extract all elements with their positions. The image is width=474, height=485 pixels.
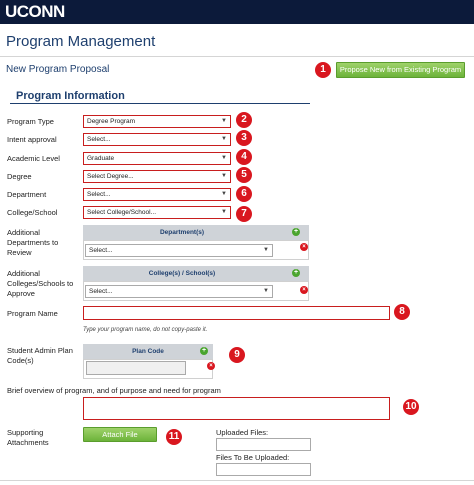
- overview-textarea[interactable]: [83, 397, 390, 420]
- remove-plan-code-icon[interactable]: ×: [207, 362, 215, 370]
- callout-badge-2: 2: [236, 112, 252, 128]
- degree-select[interactable]: [83, 170, 231, 183]
- additional-colleges-label: Additional Colleges/Schools to Approve: [7, 269, 74, 298]
- chevron-down-icon: ▼: [221, 155, 227, 161]
- program-type-label: Program Type: [7, 117, 54, 126]
- attachments-label: Supporting Attachments: [7, 428, 49, 447]
- callout-badge-1: 1: [315, 62, 331, 78]
- degree-label: Degree: [7, 172, 32, 181]
- files-to-upload-box: [216, 463, 311, 476]
- callout-badge-4: 4: [236, 149, 252, 165]
- chevron-down-icon: ▼: [221, 173, 227, 179]
- section-divider: [10, 103, 310, 104]
- callout-badge-11: 11: [166, 429, 182, 445]
- college-select[interactable]: [83, 206, 231, 219]
- files-to-upload-label: Files To Be Uploaded:: [216, 453, 290, 462]
- remove-college-icon[interactable]: ×: [300, 286, 308, 294]
- section-title: Program Information: [16, 90, 125, 102]
- chevron-down-icon: ▼: [263, 247, 269, 253]
- add-department-icon[interactable]: +: [293, 228, 299, 235]
- add-college-icon[interactable]: +: [293, 269, 299, 276]
- intent-approval-value: Select...: [87, 136, 111, 143]
- plan-code-header: Plan Code: [83, 344, 213, 359]
- uploaded-files-box: [216, 438, 311, 451]
- program-name-input[interactable]: [83, 306, 390, 320]
- departments-table-header: Department(s): [83, 225, 281, 240]
- department-select[interactable]: [83, 188, 231, 201]
- callout-badge-6: 6: [236, 186, 252, 202]
- additional-college-select[interactable]: Select... ▼: [85, 285, 273, 298]
- page-title: Program Management: [6, 33, 156, 50]
- chevron-down-icon: ▼: [221, 191, 227, 197]
- top-bar: [0, 0, 474, 24]
- overview-label: Brief overview of program, and of purpose and need for program: [7, 386, 221, 395]
- academic-level-label: Academic Level: [7, 154, 60, 163]
- page-subtitle: New Program Proposal: [6, 64, 110, 75]
- program-type-select[interactable]: [83, 115, 231, 128]
- bottom-divider: [0, 480, 474, 481]
- chevron-down-icon: ▼: [221, 118, 227, 124]
- program-name-label: Program Name: [7, 309, 58, 318]
- plan-code-input[interactable]: [86, 361, 186, 375]
- departments-add-cell: [281, 225, 309, 240]
- remove-department-icon[interactable]: ×: [300, 243, 308, 251]
- callout-badge-9: 9: [229, 347, 245, 363]
- program-name-hint: Type your program name, do not copy-paste it.: [83, 327, 208, 333]
- academic-level-select[interactable]: [83, 152, 231, 165]
- callout-badge-3: 3: [236, 130, 252, 146]
- propose-from-existing-button[interactable]: Propose New from Existing Program: [336, 62, 465, 78]
- college-label: College/School: [7, 208, 58, 217]
- plan-code-label: Student Admin Plan Code(s): [7, 346, 73, 365]
- callout-badge-8: 8: [394, 304, 410, 320]
- attach-file-button[interactable]: Attach File: [83, 427, 157, 442]
- degree-value: Select Degree...: [87, 173, 134, 180]
- intent-approval-label: Intent approval: [7, 135, 57, 144]
- department-value: Select...: [87, 191, 111, 198]
- chevron-down-icon: ▼: [221, 209, 227, 215]
- additional-departments-label: Additional Departments to Review: [7, 228, 59, 257]
- divider: [0, 56, 474, 57]
- intent-approval-select[interactable]: [83, 133, 231, 146]
- uconn-logo: UCONN: [5, 2, 65, 21]
- add-plan-code-icon[interactable]: +: [201, 347, 207, 354]
- callout-badge-10: 10: [403, 399, 419, 415]
- chevron-down-icon: ▼: [221, 136, 227, 142]
- callout-badge-7: 7: [236, 206, 252, 222]
- callout-badge-5: 5: [236, 167, 252, 183]
- uploaded-files-label: Uploaded Files:: [216, 428, 269, 437]
- additional-department-select[interactable]: Select... ▼: [85, 244, 273, 257]
- colleges-add-cell: [281, 266, 309, 281]
- department-label: Department: [7, 190, 47, 199]
- academic-level-value: Graduate: [87, 155, 115, 162]
- college-value: Select College/School...: [87, 209, 157, 216]
- colleges-table-header: College(s) / School(s): [83, 266, 281, 281]
- chevron-down-icon: ▼: [263, 288, 269, 294]
- program-type-value: Degree Program: [87, 118, 136, 125]
